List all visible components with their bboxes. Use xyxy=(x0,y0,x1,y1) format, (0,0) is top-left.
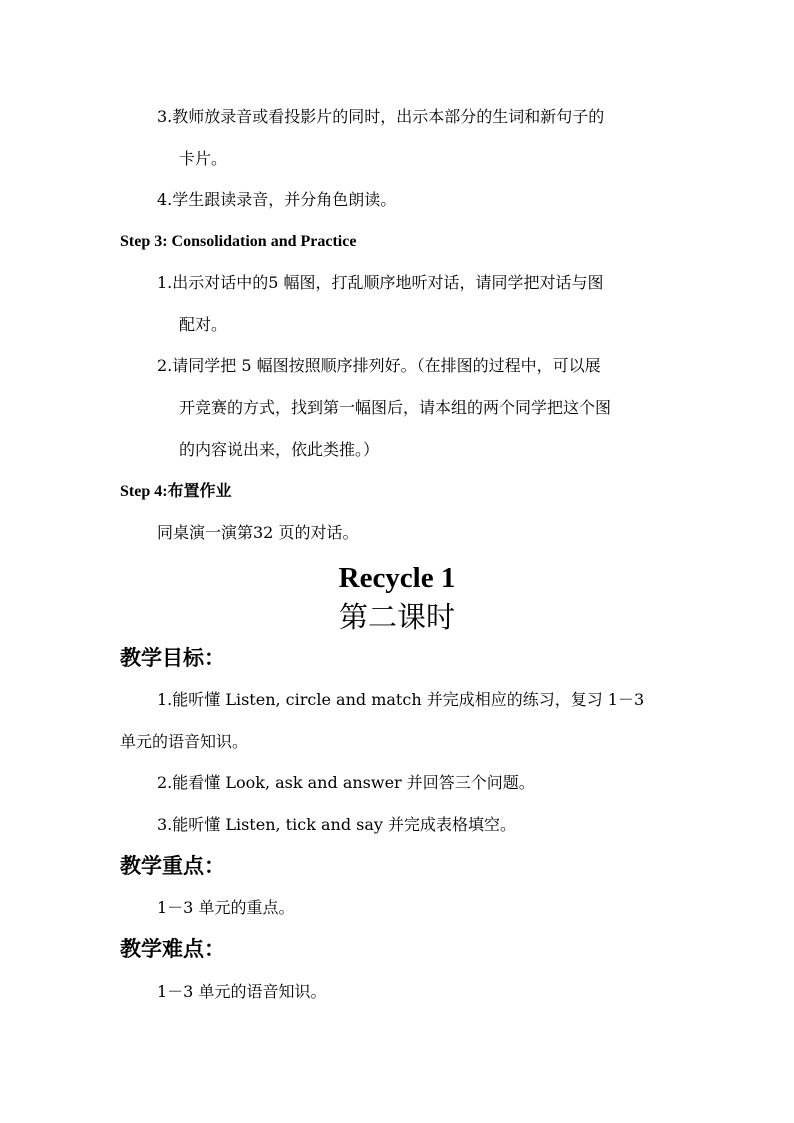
lesson-title-en: Recycle 1 xyxy=(338,562,456,594)
objectives-heading: 教学目标： xyxy=(120,645,225,670)
lesson-title-zh: 第二课时 xyxy=(338,600,455,634)
objectives-item1-line2: 单元的语音知识。 xyxy=(120,732,249,751)
item4-text: 4.学生跟读录音，并分角色朗读。 xyxy=(157,190,397,209)
objectives-item1-line1: 1.能听懂 Listen, circle and match 并完成相应的练习，复习 1－3 xyxy=(157,690,645,709)
difficulties-heading: 教学难点： xyxy=(120,936,225,961)
key-points-text: 1－3 单元的重点。 xyxy=(157,898,295,917)
key-points-heading: 教学重点： xyxy=(120,853,225,878)
step3-item2-line2: 开竞赛的方式，找到第一幅图后，请本组的两个同学把这个图 xyxy=(179,398,612,417)
objectives-item3: 3.能听懂 Listen, tick and say 并完成表格填空。 xyxy=(157,815,517,834)
step3-heading: Step 3: Consolidation and Practice xyxy=(120,233,357,250)
step4-heading: Step 4:布置作业 xyxy=(120,483,232,500)
step3-item1-line1: 1.出示对话中的5 幅图，打乱顺序地听对话，请同学把对话与图 xyxy=(157,273,604,292)
item3-line2: 卡片。 xyxy=(179,149,228,168)
item3-line1: 3.教师放录音或看投影片的同时，出示本部分的生词和新句子的 xyxy=(157,107,605,126)
step3-item2-line1: 2.请同学把 5 幅图按照顺序排列好。（在排图的过程中，可以展 xyxy=(157,356,601,375)
step3-item1-line2: 配对。 xyxy=(179,315,228,334)
objectives-item2: 2.能看懂 Look, ask and answer 并回答三个问题。 xyxy=(157,773,535,792)
step4-text: 同桌演一演第32 页的对话。 xyxy=(157,523,359,542)
difficulties-text: 1－3 单元的语音知识。 xyxy=(157,982,327,1001)
step3-item2-line3: 的内容说出来，依此类推。） xyxy=(179,440,380,459)
